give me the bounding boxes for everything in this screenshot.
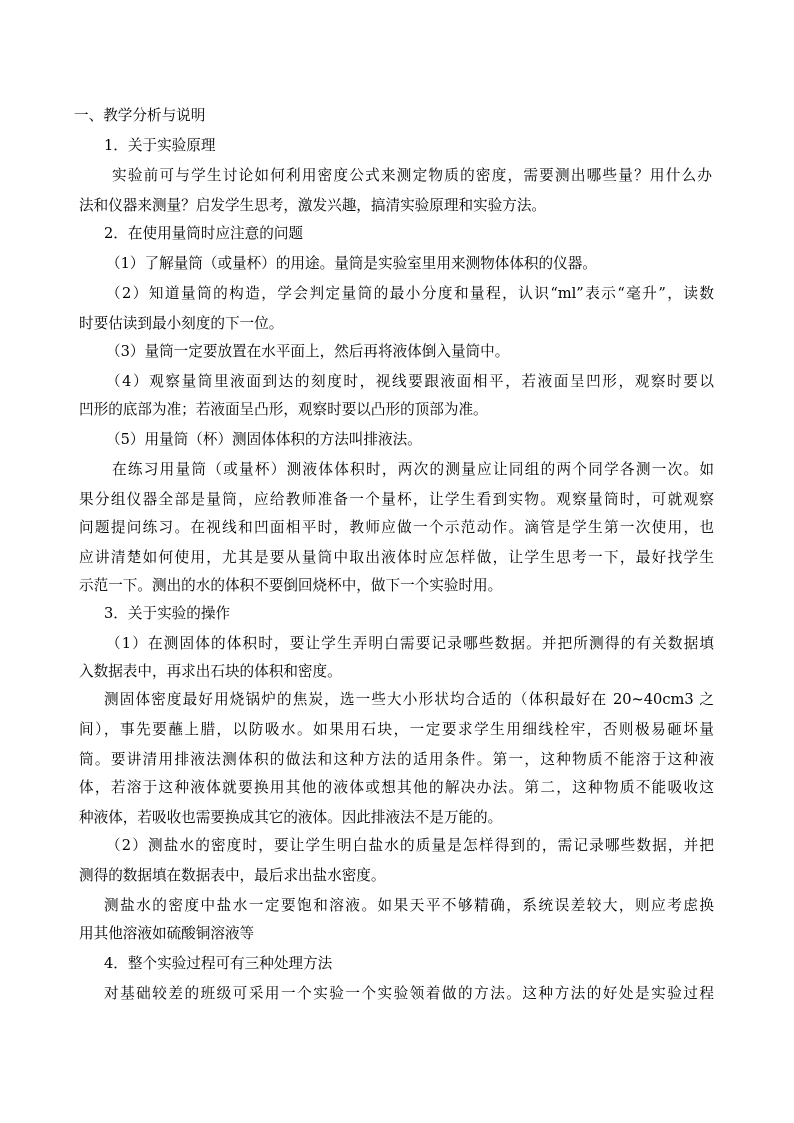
paragraph-line: 果分组仪器全部是量筒，应给教师准备一个量杯，让学生看到实物。观察量筒时，可就观察 [79,491,714,508]
list-item: （2）测盐水的密度时，要让学生明白盐水的质量是怎样得到的，需记录哪些数据，并把 [106,837,714,854]
list-item-continuation: 测得的数据填在数据表中，最后求出盐水密度。 [79,867,386,884]
paragraph-line: 间），事先要蘸上腊，以防吸水。如果用石块，一定要求学生用细线栓牢，否则极易砸坏量 [79,721,714,738]
paragraph-line: 示范一下。测出的水的体积不要倒回烧杯中，做下一个实验时用。 [79,577,503,594]
paragraph-line: 法和仪器来测量？启发学生思考，激发兴趣，搞清实验原理和实验方法。 [79,197,547,214]
paragraph-line: 在练习用量筒（或量杯）测液体体积时，两次的测量应让同组的两个同学各测一次。如 [112,461,714,478]
paragraph-line: 实验前可与学生讨论如何利用密度公式来测定物质的密度，需要测出哪些量？用什么办 [112,167,712,184]
list-item: （5）用量筒（杯）测固体体积的方法叫排液法。 [106,431,422,448]
list-item: （3）量筒一定要放置在水平面上，然后再将液体倒入量筒中。 [106,343,510,360]
paragraph-line: 应讲清楚如何使用，尤其是要从量筒中取出液体时应怎样做，让学生思考一下，最好找学生 [79,549,714,566]
subsection-title-2: 2．在使用量筒时应注意的问题 [104,225,304,242]
paragraph-line: 种液体，若吸收也需要换成其它的液体。因此排液法不是万能的。 [79,809,503,826]
paragraph-line: 体，若溶于这种液体就要换用其他的液体或想其他的解决办法。第二，这种物质不能吸收这 [79,779,714,796]
paragraph-line: 测盐水的密度中盐水一定要饱和溶液。如果天平不够精确，系统误差较大，则应考虑换 [104,897,714,914]
paragraph-line: 用其他溶液如硫酸铜溶液等 [79,925,255,942]
list-item: （1）了解量筒（或量杯）的用途。量筒是实验室里用来测物体体积的仪器。 [106,255,597,272]
paragraph-line: 问题提问练习。在视线和凹面相平时，教师应做一个示范动作。滴管是学生第一次使用，也 [79,519,714,536]
subsection-title-3: 3．关于实验的操作 [104,605,231,622]
list-item-continuation: 凹形的底部为准；若液面呈凸形，观察时要以凸形的顶部为准。 [79,401,488,418]
subsection-title-1: 1．关于实验原理 [104,137,216,154]
list-item: （1）在测固体的体积时，要让学生弄明白需要记录哪些数据。并把所测得的有关数据填 [106,635,714,652]
paragraph-line: 筒。要讲清用排液法测体积的做法和这种方法的适用条件。第一，这种物质不能溶于这种液 [79,751,714,768]
paragraph-line: 对基础较差的班级可采用一个实验一个实验领着做的方法。这种方法的好处是实验过程 [104,985,714,1002]
list-item-continuation: 入数据表中，再求出石块的体积和密度。 [79,663,342,680]
paragraph-line: 测固体密度最好用烧锅炉的焦炭，选一些大小形状均合适的（体积最好在 20~40cm3 之 [104,691,714,708]
subsection-title-4: 4．整个实验过程可有三种处理方法 [104,955,333,972]
list-item: （4）观察量筒里液面到达的刻度时，视线要跟液面相平，若液面呈凹形，观察时要以 [106,373,714,390]
section-heading: 一、教学分析与说明 [74,107,206,124]
list-item-continuation: 时要估读到最小刻度的下一位。 [79,315,284,332]
list-item: （2）知道量筒的构造，学会判定量筒的最小分度和量程，认识“ml”表示“毫升”，读数 [106,285,714,302]
